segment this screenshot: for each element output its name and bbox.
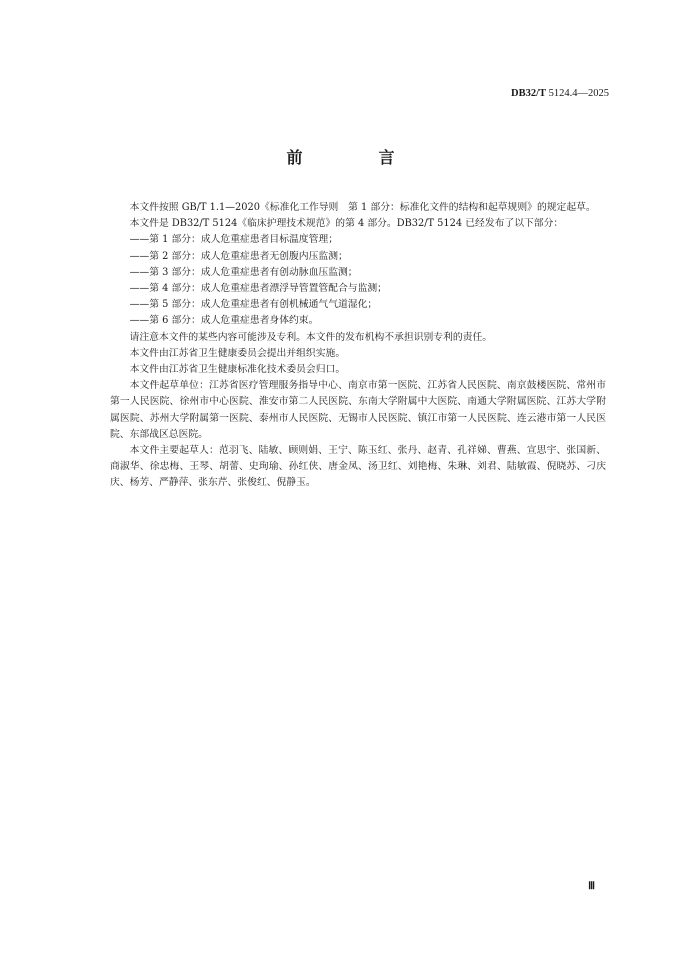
standard-prefix: DB32/T (510, 88, 546, 99)
paragraph-proposer: 本文件由江苏省卫生健康委员会提出并组织实施。 (129, 347, 346, 359)
paragraph-committee: 本文件由江苏省卫生健康标准化技术委员会归口。 (129, 364, 346, 376)
paragraph-part-intro: 本文件是 DB32/T 5124《临床护理技术规范》的第 4 部分。DB32/T 5124 已经发布了以下部分： (129, 218, 564, 230)
list-item-part-2: ——第 2 部分：成人危重症患者无创腹内压监测； (129, 250, 348, 262)
paragraph-drafting-basis: 本文件按照 GB/T 1.1—2020《标准化工作导则 第 1 部分：标准化文件的结构和起草规则》的规定起草。 (129, 202, 596, 213)
foreword-body (110, 200, 606, 492)
page-title: 前 言 (286, 148, 425, 167)
list-item-part-4: ——第 4 部分：成人危重症患者漂浮导管置管配合与监测； (129, 283, 387, 295)
list-item-part-1: ——第 1 部分：成人危重症患者目标温度管理； (129, 234, 338, 246)
paragraph-drafters: 本文件主要起草人：范羽飞、陆敏、顾则娟、王宁、陈玉红、张丹、赵青、孔祥娣、曹燕、宣思宇、张国新、商淑华、徐忠梅、王琴、胡蕾、史珣瑜、孙红侠、唐金凤、汤卫红、刘艳梅、朱琳、刘君、陆敏霞、倪晓苏、刁庆庆、杨芳、严静萍、张东芹、张俊红、倪静玉。 (110, 445, 606, 489)
list-item-part-6: ——第 6 部分：成人危重症患者身体约束。 (129, 315, 319, 327)
standard-code (511, 88, 609, 99)
page-number: Ⅲ (588, 881, 595, 892)
list-item-part-3: ——第 3 部分：成人危重症患者有创动脉血压监测； (129, 266, 358, 278)
list-item-part-5: ——第 5 部分：成人危重症患者有创机械通气气道湿化； (129, 299, 378, 311)
standard-number: 5124.4—2025 (548, 88, 609, 99)
paragraph-drafting-units: 本文件起草单位：江苏省医疗管理服务指导中心、南京市第一医院、江苏省人民医院、南京鼓楼医院、常州市第一人民医院、徐州市中心医院、淮安市第二人民医院、东南大学附属中大医院、南通大学附属医院、江苏大学附属医院、苏州大学附属第一医院、泰州市人民医院、无锡市人民医院、镇江市第一人民医院、连云港市第一人民医院、东部战区总医院。 (110, 380, 606, 440)
paragraph-patent-notice: 请注意本文件的某些内容可能涉及专利。本文件的发布机构不承担识别专利的责任。 (129, 331, 493, 343)
